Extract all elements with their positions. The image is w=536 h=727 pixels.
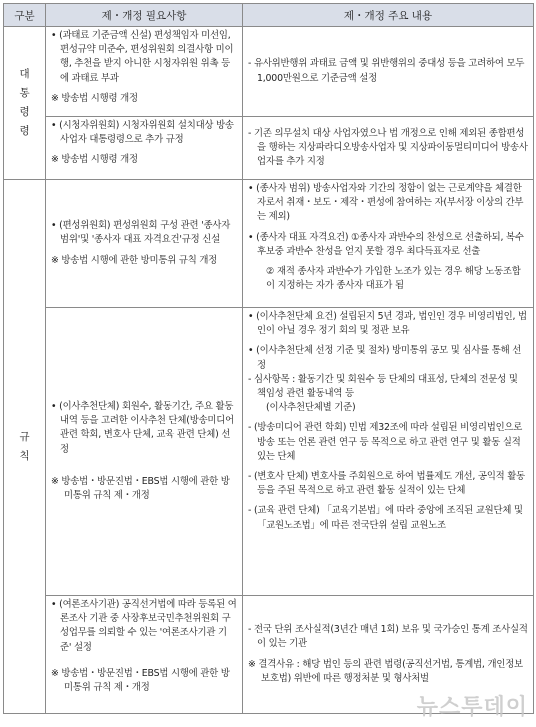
content-text: • (이사추천단체 요건) 설립된지 5년 경과, 법인인 경우 비영리법인, 법인이 아닐 경우 정기 회의 및 정관 보유 [248,311,527,337]
category-label: 대통령령 [19,68,30,137]
content-text: (이사추천단체별 기준) [266,402,356,414]
content-text: • (이사추천단체 선정 기준 및 절차) 방미통위 공모 및 심사를 통해 선정 [248,345,522,371]
table-header-row [4,4,534,27]
amendment-table [3,3,534,714]
content-text: ※ 결격사유 : 해당 법인 등의 관련 법령(공직선거법, 통계법, 개인정보보호법) 위반에 따른 행정처분 및 형사처벌 [248,658,523,684]
content-text: ② 재적 종사자 과반수가 가입한 노조가 있는 경우 해당 노동조합이 지정하는 자가 종사자 대표가 됨 [266,266,521,292]
header-contents: 제・개정 주요 내용 [243,4,534,27]
needs-cell [46,27,243,117]
category-cell-decree [4,27,46,180]
contents-cell [243,308,534,596]
need-text: • (과태료 기준금액 신설) 편성책임자 미선임, 편성규약 미준수, 편성위원회 의결사항 미이행, 추천을 받지 아니한 시청자위원 위촉 등에 과태료 부과 [51,30,234,84]
needs-cell [46,596,243,714]
law-note: ※ 방송법 시행령 개정 [51,154,138,166]
content-text: - 기존 의무설치 대상 사업자였으나 법 개정으로 인해 제외된 종합편성을 행하는 지상파라디오방송사업자 및 지상파이동멀티미디어 방송사업자를 추가 지정 [248,127,528,168]
content-text: - 유사위반행위 과태료 금액 및 위반행위의 중대성 등을 고려하여 모두 1,000만원으로 기준금액 설정 [248,58,525,84]
content-text: - (변호사 단체) 변호사를 주회원으로 하여 법률제도 개선, 공익적 활동 등을 주된 목적으로 하고 관련 활동 실적이 있는 단체 [248,471,526,497]
content-text: - (교육 관련 단체) 「교육기본법」에 따라 중앙에 조직된 교원단체 및 「교원노조법」에 따른 전국단위 설립 교원노조 [248,505,523,531]
law-note: ※ 방송법・방문진법・EBS법 시행에 관한 방미통위 규칙 제・개정 [51,475,230,501]
need-text: • (시청자위원회) 시청자위원회 설치대상 방송사업자 대통령령으로 추가 규정 [51,120,234,146]
header-needs: 제・개정 필요사항 [46,4,243,27]
law-note: ※ 방송법 시행에 관한 방미통위 규칙 개정 [51,254,218,266]
table-row [4,308,534,596]
content-text: - 전국 단위 조사실적(3년간 매년 1회) 보유 및 국가승인 통계 조사실적이 있는 기관 [248,624,528,650]
table-row [4,180,534,308]
need-text: • (이사추천단체) 회원수, 활동기간, 주요 활동내역 등을 고려한 이사추천 단체(방송미디어 관련 학회, 변호사 단체, 교육 관련 단체) 선정 [51,400,234,455]
needs-cell [46,117,243,180]
content-text: - 심사항목 : 활동기간 및 회원수 등 단체의 대표성, 단체의 전문성 및 책임성 관련 활동내역 등 [248,373,518,400]
header-category: 구분 [4,4,46,27]
law-note: ※ 방송법・방문진법・EBS법 시행에 관한 방미통위 규칙 제・개정 [51,667,230,694]
category-cell-rules [4,180,46,714]
contents-cell [243,27,534,117]
content-text: • (종사자 범위) 방송사업자와 기간의 정함이 없는 근로계약을 체결한 자로서 취재・보도・제작・편성에 참여하는 자(부서장 이상의 간부는 제외) [248,183,524,223]
law-note: ※ 방송법 시행령 개정 [51,92,138,104]
comparison-table-container [3,3,533,714]
content-text: - (방송미디어 관련 학회) 민법 제32조에 따라 설립된 비영리법인으로 방송 또는 언론 관련 연구 등 목적으로 하고 관련 연구 및 활동 실적 있는 단체 [248,422,523,462]
table-row [4,117,534,180]
needs-cell [46,308,243,596]
contents-cell [243,117,534,180]
needs-cell [46,180,243,308]
table-row [4,27,534,117]
content-text: • (종사자 대표 자격요건) ①종사자 과반수의 찬성으로 선출하되, 복수 후보중 과반수 찬성을 얻지 못할 경우 최다득표자로 선출 [248,231,524,257]
need-text: • (편성위원회) 편성위원회 구성 관련 '종사자 범위'및 '종사자 대표 자격요건'규정 신설 [51,220,231,246]
contents-cell [243,180,534,308]
category-label: 규칙 [19,430,30,462]
need-text: • (여론조사기관) 공직선거법에 따라 등록된 여론조사 기관 중 사장후보국민추천위원회 구성업무를 의뢰할 수 있는 '여론조사기관 기준' 설정 [51,599,237,653]
news-watermark: 뉴스투데이 [416,695,528,720]
